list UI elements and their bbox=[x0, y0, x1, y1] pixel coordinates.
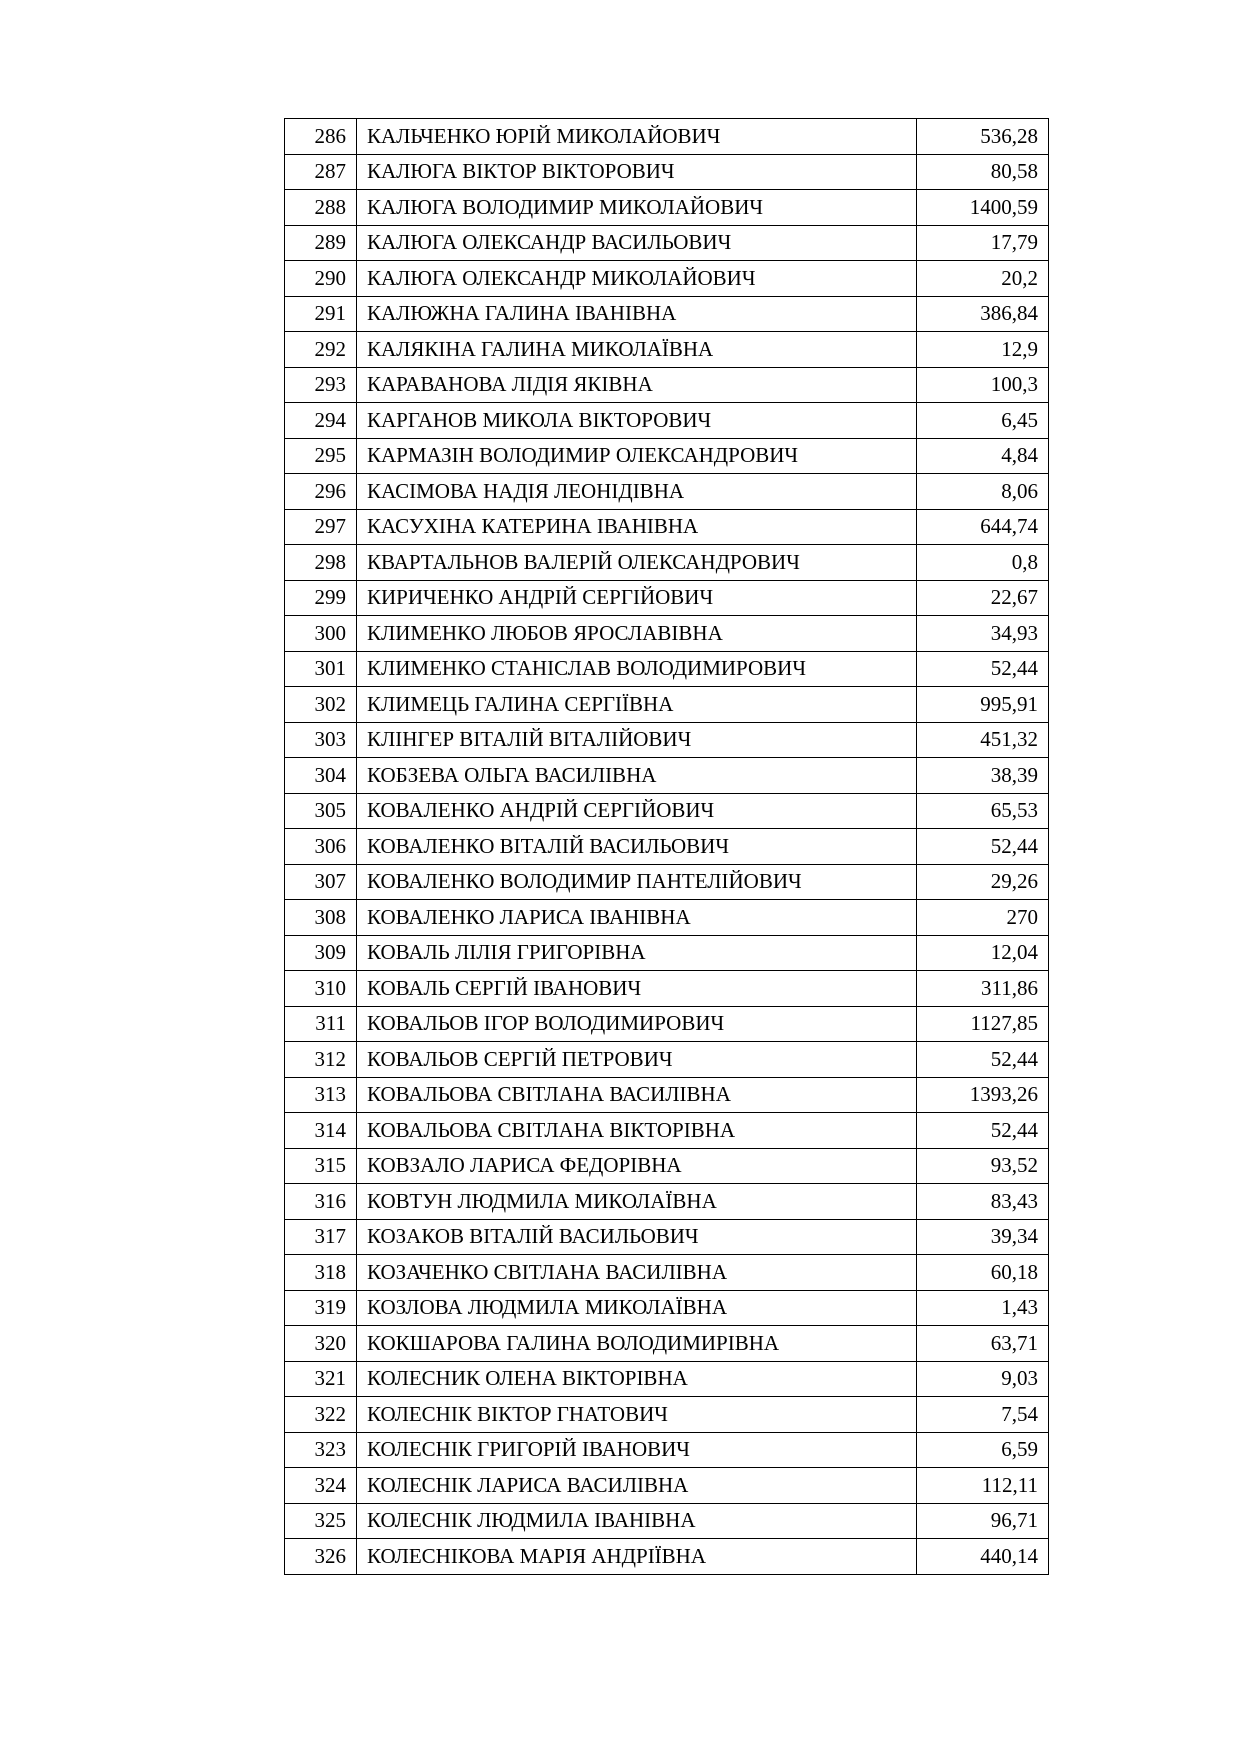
row-number-cell: 299 bbox=[285, 580, 357, 616]
person-name-cell: КОЗЛОВА ЛЮДМИЛА МИКОЛАЇВНА bbox=[357, 1290, 917, 1326]
amount-cell: 0,8 bbox=[917, 545, 1049, 581]
amount-cell: 1,43 bbox=[917, 1290, 1049, 1326]
row-number-cell: 302 bbox=[285, 687, 357, 723]
person-name-cell: КОВАЛЬОВА СВІТЛАНА ВАСИЛІВНА bbox=[357, 1077, 917, 1113]
amount-cell: 440,14 bbox=[917, 1539, 1049, 1575]
table-row bbox=[285, 296, 1049, 332]
person-name-cell: КЛИМЕЦЬ ГАЛИНА СЕРГІЇВНА bbox=[357, 687, 917, 723]
person-name-cell: КОВАЛЬ СЕРГІЙ ІВАНОВИЧ bbox=[357, 971, 917, 1007]
table-row bbox=[285, 1042, 1049, 1078]
row-number-cell: 320 bbox=[285, 1326, 357, 1362]
row-number-cell: 289 bbox=[285, 225, 357, 261]
amount-cell: 9,03 bbox=[917, 1361, 1049, 1397]
person-name-cell: КОВЗАЛО ЛАРИСА ФЕДОРІВНА bbox=[357, 1148, 917, 1184]
amount-cell: 12,9 bbox=[917, 332, 1049, 368]
amount-cell: 83,43 bbox=[917, 1184, 1049, 1220]
row-number-cell: 326 bbox=[285, 1539, 357, 1575]
amount-cell: 29,26 bbox=[917, 864, 1049, 900]
table-row bbox=[285, 829, 1049, 865]
table-row bbox=[285, 509, 1049, 545]
row-number-cell: 290 bbox=[285, 261, 357, 297]
person-name-cell: КОЛЕСНІК ЛЮДМИЛА ІВАНІВНА bbox=[357, 1503, 917, 1539]
row-number-cell: 312 bbox=[285, 1042, 357, 1078]
amount-cell: 451,32 bbox=[917, 722, 1049, 758]
amount-cell: 8,06 bbox=[917, 474, 1049, 510]
row-number-cell: 318 bbox=[285, 1255, 357, 1291]
table-row bbox=[285, 1290, 1049, 1326]
person-name-cell: КЛИМЕНКО СТАНІСЛАВ ВОЛОДИМИРОВИЧ bbox=[357, 651, 917, 687]
amount-cell: 63,71 bbox=[917, 1326, 1049, 1362]
row-number-cell: 305 bbox=[285, 793, 357, 829]
table-row bbox=[285, 332, 1049, 368]
table-row bbox=[285, 758, 1049, 794]
row-number-cell: 292 bbox=[285, 332, 357, 368]
person-name-cell: КОВАЛЕНКО АНДРІЙ СЕРГІЙОВИЧ bbox=[357, 793, 917, 829]
row-number-cell: 297 bbox=[285, 509, 357, 545]
table-row bbox=[285, 1397, 1049, 1433]
person-name-cell: КОБЗЕВА ОЛЬГА ВАСИЛІВНА bbox=[357, 758, 917, 794]
amount-cell: 38,39 bbox=[917, 758, 1049, 794]
table-row bbox=[285, 545, 1049, 581]
amount-cell: 20,2 bbox=[917, 261, 1049, 297]
person-name-cell: КОЛЕСНІК ВІКТОР ГНАТОВИЧ bbox=[357, 1397, 917, 1433]
amount-cell: 1393,26 bbox=[917, 1077, 1049, 1113]
row-number-cell: 316 bbox=[285, 1184, 357, 1220]
person-name-cell: КАЛЮЖНА ГАЛИНА ІВАНІВНА bbox=[357, 296, 917, 332]
table-row bbox=[285, 1077, 1049, 1113]
table-row bbox=[285, 474, 1049, 510]
person-name-cell: КОВАЛЕНКО ЛАРИСА ІВАНІВНА bbox=[357, 900, 917, 936]
amount-cell: 52,44 bbox=[917, 829, 1049, 865]
amount-cell: 52,44 bbox=[917, 1113, 1049, 1149]
row-number-cell: 298 bbox=[285, 545, 357, 581]
table-row bbox=[285, 864, 1049, 900]
person-name-cell: КОЛЕСНИК ОЛЕНА ВІКТОРІВНА bbox=[357, 1361, 917, 1397]
person-name-cell: КЛІНГЕР ВІТАЛІЙ ВІТАЛІЙОВИЧ bbox=[357, 722, 917, 758]
row-number-cell: 317 bbox=[285, 1219, 357, 1255]
table-row bbox=[285, 580, 1049, 616]
amount-cell: 6,59 bbox=[917, 1432, 1049, 1468]
row-number-cell: 300 bbox=[285, 616, 357, 652]
table-row bbox=[285, 1219, 1049, 1255]
person-name-cell: КАРМАЗІН ВОЛОДИМИР ОЛЕКСАНДРОВИЧ bbox=[357, 438, 917, 474]
person-name-cell: КАЛЯКІНА ГАЛИНА МИКОЛАЇВНА bbox=[357, 332, 917, 368]
table-row bbox=[285, 793, 1049, 829]
row-number-cell: 296 bbox=[285, 474, 357, 510]
row-number-cell: 287 bbox=[285, 154, 357, 190]
row-number-cell: 306 bbox=[285, 829, 357, 865]
row-number-cell: 319 bbox=[285, 1290, 357, 1326]
amount-cell: 1400,59 bbox=[917, 190, 1049, 226]
table-row bbox=[285, 722, 1049, 758]
person-name-cell: КАЛЮГА ВІКТОР ВІКТОРОВИЧ bbox=[357, 154, 917, 190]
amount-cell: 93,52 bbox=[917, 1148, 1049, 1184]
person-name-cell: КАСІМОВА НАДІЯ ЛЕОНІДІВНА bbox=[357, 474, 917, 510]
row-number-cell: 324 bbox=[285, 1468, 357, 1504]
amount-cell: 39,34 bbox=[917, 1219, 1049, 1255]
amount-cell: 80,58 bbox=[917, 154, 1049, 190]
row-number-cell: 314 bbox=[285, 1113, 357, 1149]
person-name-cell: КОЛЕСНІК ЛАРИСА ВАСИЛІВНА bbox=[357, 1468, 917, 1504]
amount-cell: 112,11 bbox=[917, 1468, 1049, 1504]
amount-cell: 100,3 bbox=[917, 367, 1049, 403]
amount-cell: 4,84 bbox=[917, 438, 1049, 474]
row-number-cell: 313 bbox=[285, 1077, 357, 1113]
amount-cell: 270 bbox=[917, 900, 1049, 936]
row-number-cell: 307 bbox=[285, 864, 357, 900]
amount-cell: 386,84 bbox=[917, 296, 1049, 332]
row-number-cell: 315 bbox=[285, 1148, 357, 1184]
person-name-cell: КАСУХІНА КАТЕРИНА ІВАНІВНА bbox=[357, 509, 917, 545]
amount-cell: 7,54 bbox=[917, 1397, 1049, 1433]
person-name-cell: КАЛЮГА ОЛЕКСАНДР МИКОЛАЙОВИЧ bbox=[357, 261, 917, 297]
table-row bbox=[285, 900, 1049, 936]
table-row bbox=[285, 438, 1049, 474]
person-name-cell: КАЛЮГА ОЛЕКСАНДР ВАСИЛЬОВИЧ bbox=[357, 225, 917, 261]
row-number-cell: 321 bbox=[285, 1361, 357, 1397]
amount-cell: 12,04 bbox=[917, 935, 1049, 971]
person-name-cell: КАРГАНОВ МИКОЛА ВІКТОРОВИЧ bbox=[357, 403, 917, 439]
amount-cell: 65,53 bbox=[917, 793, 1049, 829]
table-row bbox=[285, 367, 1049, 403]
person-name-cell: КОЗАЧЕНКО СВІТЛАНА ВАСИЛІВНА bbox=[357, 1255, 917, 1291]
table-row bbox=[285, 1361, 1049, 1397]
person-name-cell: КОВАЛЕНКО ВОЛОДИМИР ПАНТЕЛІЙОВИЧ bbox=[357, 864, 917, 900]
row-number-cell: 309 bbox=[285, 935, 357, 971]
person-name-cell: КАРАВАНОВА ЛІДІЯ ЯКІВНА bbox=[357, 367, 917, 403]
row-number-cell: 293 bbox=[285, 367, 357, 403]
amount-cell: 22,67 bbox=[917, 580, 1049, 616]
amount-cell: 52,44 bbox=[917, 1042, 1049, 1078]
amount-cell: 311,86 bbox=[917, 971, 1049, 1007]
person-name-cell: КАЛЬЧЕНКО ЮРІЙ МИКОЛАЙОВИЧ bbox=[357, 119, 917, 155]
table-row bbox=[285, 1432, 1049, 1468]
amount-cell: 52,44 bbox=[917, 651, 1049, 687]
table-row bbox=[285, 1006, 1049, 1042]
row-number-cell: 301 bbox=[285, 651, 357, 687]
table-row bbox=[285, 403, 1049, 439]
person-name-cell: КЛИМЕНКО ЛЮБОВ ЯРОСЛАВІВНА bbox=[357, 616, 917, 652]
amount-cell: 1127,85 bbox=[917, 1006, 1049, 1042]
row-number-cell: 310 bbox=[285, 971, 357, 1007]
table-row bbox=[285, 154, 1049, 190]
table-row bbox=[285, 687, 1049, 723]
row-number-cell: 323 bbox=[285, 1432, 357, 1468]
person-name-cell: КОЛЕСНІКОВА МАРІЯ АНДРІЇВНА bbox=[357, 1539, 917, 1575]
person-name-cell: КИРИЧЕНКО АНДРІЙ СЕРГІЙОВИЧ bbox=[357, 580, 917, 616]
amount-cell: 6,45 bbox=[917, 403, 1049, 439]
amount-cell: 644,74 bbox=[917, 509, 1049, 545]
row-number-cell: 286 bbox=[285, 119, 357, 155]
row-number-cell: 303 bbox=[285, 722, 357, 758]
table-row bbox=[285, 1113, 1049, 1149]
amount-cell: 60,18 bbox=[917, 1255, 1049, 1291]
table-row bbox=[285, 1503, 1049, 1539]
table-row bbox=[285, 1326, 1049, 1362]
table-row bbox=[285, 616, 1049, 652]
table-row bbox=[285, 1468, 1049, 1504]
table-row bbox=[285, 935, 1049, 971]
row-number-cell: 295 bbox=[285, 438, 357, 474]
person-name-cell: КОВАЛЬОВ ІГОР ВОЛОДИМИРОВИЧ bbox=[357, 1006, 917, 1042]
row-number-cell: 294 bbox=[285, 403, 357, 439]
person-name-cell: КАЛЮГА ВОЛОДИМИР МИКОЛАЙОВИЧ bbox=[357, 190, 917, 226]
amount-cell: 17,79 bbox=[917, 225, 1049, 261]
person-name-cell: КОВАЛЬОВА СВІТЛАНА ВІКТОРІВНА bbox=[357, 1113, 917, 1149]
row-number-cell: 311 bbox=[285, 1006, 357, 1042]
table-row bbox=[285, 261, 1049, 297]
table-row bbox=[285, 190, 1049, 226]
row-number-cell: 291 bbox=[285, 296, 357, 332]
table-row bbox=[285, 1255, 1049, 1291]
table-row bbox=[285, 971, 1049, 1007]
person-name-cell: КОЛЕСНІК ГРИГОРІЙ ІВАНОВИЧ bbox=[357, 1432, 917, 1468]
table-row bbox=[285, 1539, 1049, 1575]
amount-cell: 96,71 bbox=[917, 1503, 1049, 1539]
row-number-cell: 288 bbox=[285, 190, 357, 226]
person-name-cell: КОКШАРОВА ГАЛИНА ВОЛОДИМИРІВНА bbox=[357, 1326, 917, 1362]
registry-table bbox=[284, 118, 1049, 1575]
person-name-cell: КВАРТАЛЬНОВ ВАЛЕРІЙ ОЛЕКСАНДРОВИЧ bbox=[357, 545, 917, 581]
person-name-cell: КОВАЛЬОВ СЕРГІЙ ПЕТРОВИЧ bbox=[357, 1042, 917, 1078]
table-row bbox=[285, 1148, 1049, 1184]
person-name-cell: КОВАЛЬ ЛІЛІЯ ГРИГОРІВНА bbox=[357, 935, 917, 971]
row-number-cell: 308 bbox=[285, 900, 357, 936]
table-row bbox=[285, 651, 1049, 687]
person-name-cell: КОЗАКОВ ВІТАЛІЙ ВАСИЛЬОВИЧ bbox=[357, 1219, 917, 1255]
person-name-cell: КОВАЛЕНКО ВІТАЛІЙ ВАСИЛЬОВИЧ bbox=[357, 829, 917, 865]
table-row bbox=[285, 1184, 1049, 1220]
registry-table-body bbox=[285, 119, 1049, 1575]
table-row bbox=[285, 119, 1049, 155]
row-number-cell: 322 bbox=[285, 1397, 357, 1433]
table-row bbox=[285, 225, 1049, 261]
amount-cell: 536,28 bbox=[917, 119, 1049, 155]
row-number-cell: 304 bbox=[285, 758, 357, 794]
amount-cell: 34,93 bbox=[917, 616, 1049, 652]
amount-cell: 995,91 bbox=[917, 687, 1049, 723]
person-name-cell: КОВТУН ЛЮДМИЛА МИКОЛАЇВНА bbox=[357, 1184, 917, 1220]
row-number-cell: 325 bbox=[285, 1503, 357, 1539]
